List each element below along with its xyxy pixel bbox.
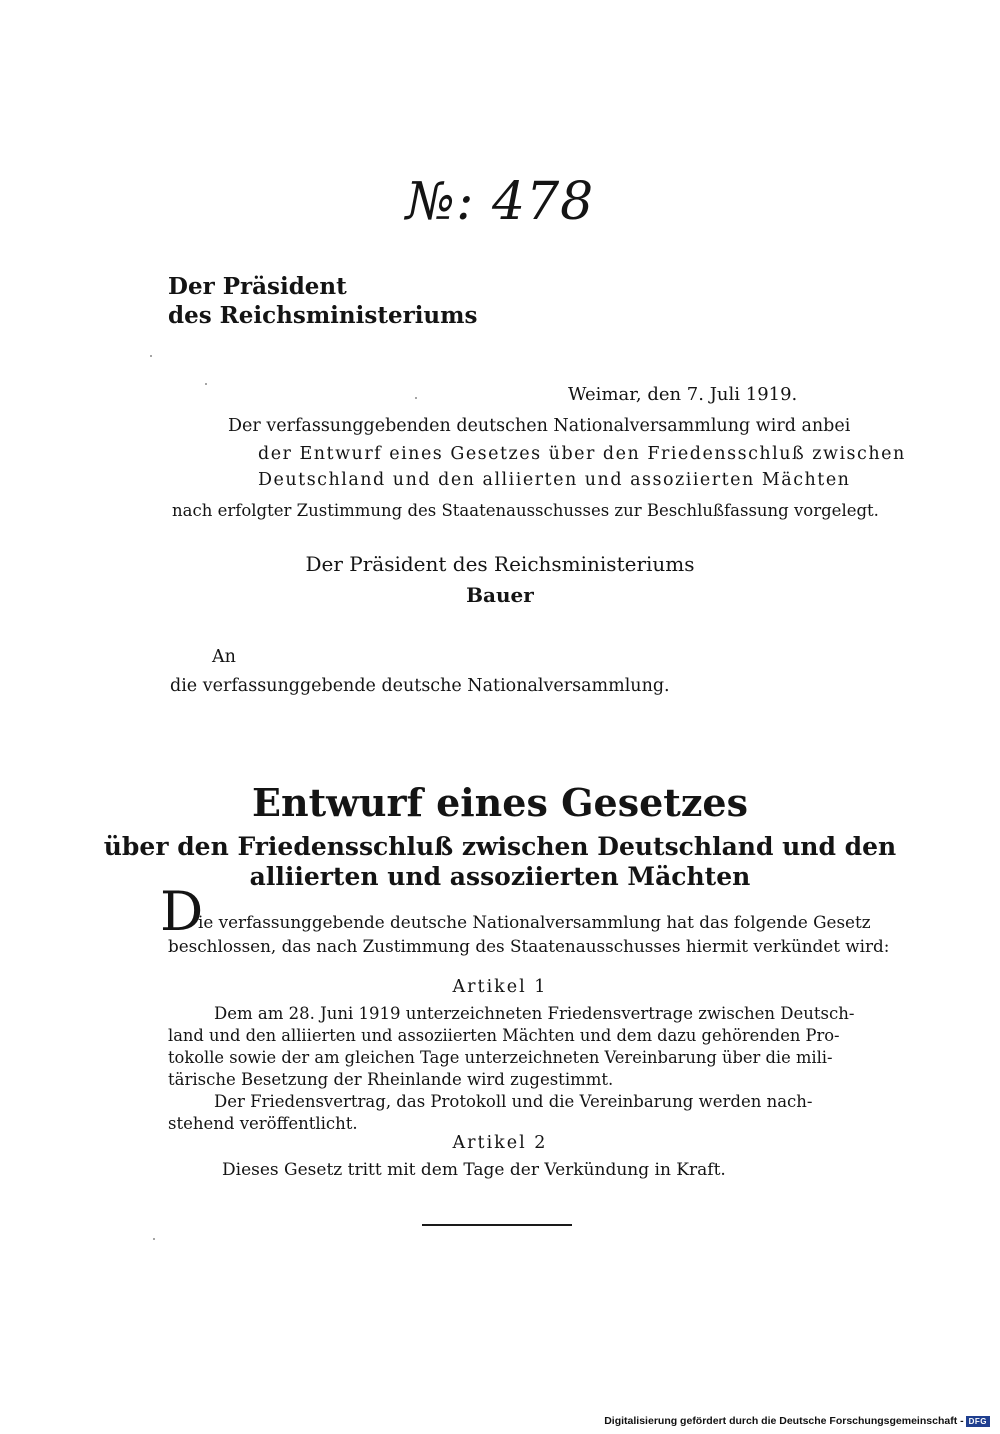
law-subtitle-line-1: über den Friedensschluß zwischen Deutschland und den (103, 832, 897, 861)
article-2-text: Dieses Gesetz tritt mit dem Tage der Verkündung in Kraft. (222, 1160, 726, 1180)
letter-line-2: der Entwurf eines Gesetzes über den Friedensschluß zwischen (258, 444, 906, 464)
article-1-line-4: tärische Besetzung der Rheinlande wird zugestimmt. (168, 1070, 614, 1089)
addressee-line-2: die verfassunggebende deutsche Nationalversammlung. (170, 676, 670, 696)
letter-line-4: nach erfolgter Zustimmung des Staatenausschusses zur Beschlußfassung vorgelegt. (172, 501, 879, 520)
closing-rule (422, 1224, 572, 1226)
letter-line-3: Deutschland und den alliierten und assoziierten Mächten (258, 470, 851, 490)
article-1-heading: Artikel 1 (452, 977, 548, 997)
law-subtitle-line-2: alliierten und assoziierten Mächten (249, 862, 751, 891)
dfg-logo: DFG (966, 1416, 990, 1427)
article-1-line-3: tokolle sowie der am gleichen Tage unterzeichneten Vereinbarung über die mili- (168, 1048, 833, 1067)
place-date: Weimar, den 7. Juli 1919. (568, 384, 798, 405)
signature-title: Der Präsident des Reichsministeriums (305, 552, 695, 576)
addressee-line-1: An (212, 647, 236, 667)
sender-line-2: des Reichsministeriums (168, 302, 478, 329)
preamble-drop-cap: D (160, 880, 204, 943)
signature-name: Bauer (466, 583, 534, 607)
preamble-line-2: beschlossen, das nach Zustimmung des Staatenausschusses hiermit verkündet wird: (168, 936, 890, 956)
law-title: Entwurf eines Gesetzes (251, 780, 749, 825)
scan-speck (415, 397, 417, 399)
footer (604, 1415, 990, 1427)
article-1-line-5: Der Friedensvertrag, das Protokoll und die Vereinbarung werden nach- (214, 1092, 813, 1111)
scan-speck (205, 383, 207, 385)
article-1-line-2: land und den alliierten und assoziierten Mächten und dem dazu gehörenden Pro- (168, 1026, 840, 1045)
letter-line-1: Der verfassunggebenden deutschen Nationalversammlung wird anbei (228, 416, 851, 436)
scan-speck (150, 355, 152, 357)
scan-speck (153, 1238, 155, 1240)
article-1-line-1: Dem am 28. Juni 1919 unterzeichneten Friedensvertrage zwischen Deutsch- (214, 1004, 855, 1023)
article-2-heading: Artikel 2 (452, 1133, 548, 1153)
footer-text: Digitalisierung gefördert durch die Deutsche Forschungsgemeinschaft - (604, 1415, 964, 1427)
sender-line-1: Der Präsident (168, 273, 347, 300)
preamble-line-1: ie verfassunggebende deutsche Nationalversammlung hat das folgende Gesetz (198, 912, 871, 932)
article-1-line-6: stehend veröffentlicht. (168, 1114, 358, 1133)
document-number: №: 478 (405, 172, 595, 232)
